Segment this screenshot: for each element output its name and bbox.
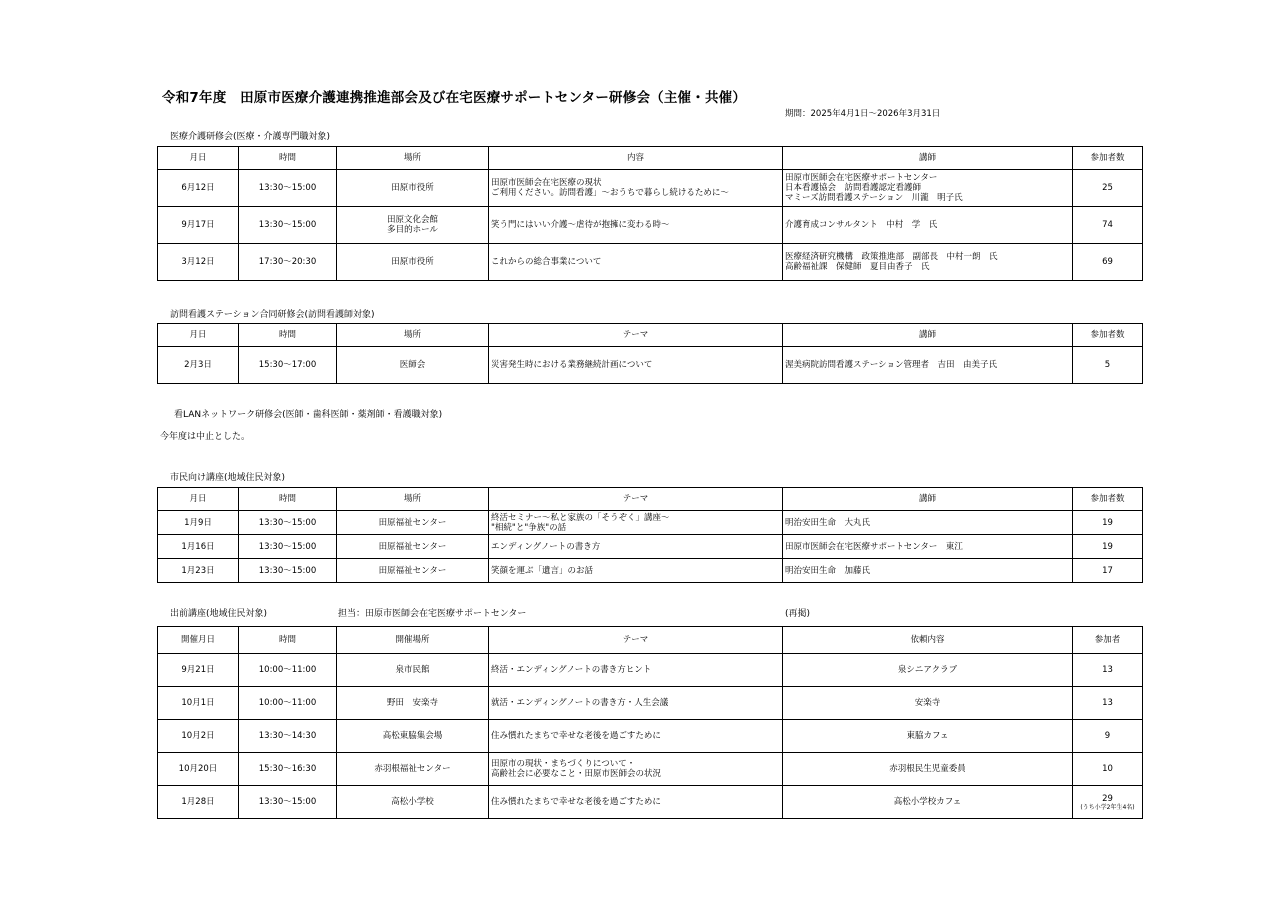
- cell-place-line: 田原市役所: [391, 183, 434, 193]
- cell-place-line: 田原市役所: [391, 257, 434, 267]
- header-time: 時間: [239, 324, 337, 347]
- cell-place: [337, 535, 489, 559]
- table-visiting-nursing-training: [157, 323, 1143, 384]
- cell-content: [489, 654, 783, 687]
- cell-time: 10:00～11:00: [239, 687, 337, 720]
- cell-count: 25: [1073, 170, 1143, 207]
- section-title-lan-network: 看LANネットワーク研修会(医師・歯科医師・薬剤師・看護職対象): [174, 410, 443, 420]
- cell-request: [783, 687, 1073, 720]
- cell-place: [337, 654, 489, 687]
- cell-content-line: 田原市医師会在宅医療の現状: [491, 178, 602, 188]
- cell-content: [489, 786, 783, 819]
- cell-place: [337, 170, 489, 207]
- cell-count-value: 29: [1102, 793, 1113, 804]
- cell-lecturer: [783, 244, 1073, 281]
- table-row: [158, 535, 1143, 559]
- header-place: 開催場所: [337, 627, 489, 654]
- cell-count: 19: [1073, 511, 1143, 535]
- cell-content: [489, 347, 783, 384]
- cell-date: 1月16日: [158, 535, 239, 559]
- cell-place-line: 泉市民館: [395, 665, 430, 675]
- cell-content-line: 高齢社会に必要なこと・田原市医師会の状況: [491, 769, 662, 779]
- header-place: 場所: [337, 488, 489, 511]
- cell-date: 10月20日: [158, 753, 239, 786]
- cell-request-line: 赤羽根民生児童委員: [889, 764, 966, 774]
- cell-place: [337, 244, 489, 281]
- header-place: 場所: [337, 147, 489, 170]
- cell-request: [783, 654, 1073, 687]
- cell-date: 1月9日: [158, 511, 239, 535]
- cell-date: 9月17日: [158, 207, 239, 244]
- cell-time: 13:30～15:00: [239, 559, 337, 583]
- cell-time: 15:30～17:00: [239, 347, 337, 384]
- cell-content: [489, 207, 783, 244]
- cell-lecturer-line: 介護育成コンサルタント 中村 学 氏: [785, 220, 938, 230]
- section-title-outreach: 出前講座(地域住民対象): [170, 609, 268, 619]
- cell-lecturer: [783, 511, 1073, 535]
- cell-count: 5: [1073, 347, 1143, 384]
- cell-content-line: 笑顔を運ぶ「遺言」のお話: [491, 565, 594, 576]
- cell-place-line: 田原福祉センター: [378, 565, 447, 576]
- cell-place-line: 高松東脇集会場: [382, 731, 443, 741]
- cell-count: 10: [1073, 753, 1143, 786]
- cell-lecturer-line: 明治安田生命 加藤氏: [785, 565, 871, 576]
- cell-lecturer-line: 医療経済研究機構 政策推進部 副部長 中村一朗 氏: [785, 252, 998, 262]
- cell-content: [489, 753, 783, 786]
- outreach-organizer: 担当：田原市医師会在宅医療サポートセンター: [338, 609, 527, 619]
- cell-request: [783, 720, 1073, 753]
- cell-place: [337, 786, 489, 819]
- cell-request: [783, 753, 1073, 786]
- cell-content: [489, 511, 783, 535]
- cell-content: [489, 687, 783, 720]
- cell-content: [489, 559, 783, 583]
- table-row: [158, 654, 1143, 687]
- cell-place-line: 野田 安楽寺: [386, 698, 438, 708]
- cell-place: [337, 559, 489, 583]
- cell-place-line: 赤羽根福祉センター: [374, 764, 451, 774]
- cell-place: [337, 720, 489, 753]
- cell-lecturer: [783, 347, 1073, 384]
- table-row: [158, 207, 1143, 244]
- cell-lecturer: [783, 559, 1073, 583]
- cell-count: 9: [1073, 720, 1143, 753]
- cell-content-line: ご利用ください。訪問看護」～おうちで暮らし続けるために～: [491, 188, 729, 198]
- table-row: [158, 786, 1143, 819]
- header-lecturer: 講師: [783, 488, 1073, 511]
- table-row: [158, 753, 1143, 786]
- cell-date: 1月28日: [158, 786, 239, 819]
- cell-lecturer-line: 田原市医師会在宅医療サポートセンター 東江: [785, 541, 963, 552]
- document-title: 令和7年度 田原市医療介護連携推進部会及び在宅医療サポートセンター研修会（主催・共催）: [162, 90, 747, 106]
- header-count: 参加者数: [1073, 488, 1143, 511]
- header-time: 時間: [239, 147, 337, 170]
- cell-request-line: 高松小学校カフェ: [893, 797, 962, 807]
- cell-place-line: 医師会: [399, 360, 426, 370]
- header-date: 月日: [158, 488, 239, 511]
- cell-time: 13:30～15:00: [239, 207, 337, 244]
- table-row: [158, 347, 1143, 384]
- header-theme: テーマ: [489, 324, 783, 347]
- header-count: 参加者数: [1073, 147, 1143, 170]
- cell-time: 13:30～15:00: [239, 511, 337, 535]
- cell-count: 69: [1073, 244, 1143, 281]
- cell-content-line: 終活セミナー～私と家族の「そうぞく」講座～: [491, 512, 670, 523]
- cell-date: 10月1日: [158, 687, 239, 720]
- cell-content-line: エンディングノートの書き方: [491, 541, 601, 552]
- table-medical-care-training: [157, 146, 1143, 281]
- cell-place: [337, 687, 489, 720]
- header-date: 月日: [158, 324, 239, 347]
- cell-place-line: 高松小学校: [391, 797, 434, 807]
- cell-place-line: 多目的ホール: [387, 225, 438, 235]
- header-date: 開催月日: [158, 627, 239, 654]
- cell-request-line: 安楽寺: [914, 698, 941, 708]
- table-citizen-lectures: [157, 487, 1143, 583]
- cell-lecturer-line: マミーズ訪問看護ステーション 川瀧 明子氏: [785, 193, 963, 203]
- cell-lecturer-line: 田原市医師会在宅医療サポートセンター: [785, 173, 938, 183]
- cell-date: 2月3日: [158, 347, 239, 384]
- cell-content: [489, 535, 783, 559]
- cell-lecturer-line: 渥美病院訪問看護ステーション管理者 吉田 由美子氏: [785, 360, 997, 370]
- table-row: [158, 559, 1143, 583]
- cell-content: [489, 720, 783, 753]
- cell-date: 10月2日: [158, 720, 239, 753]
- cell-count-note: (うち小学2年生4名): [1080, 803, 1135, 811]
- cell-content-line: 終活・エンディングノートの書き方ヒント: [491, 665, 652, 675]
- cell-place: [337, 347, 489, 384]
- cell-place-line: 田原福祉センター: [378, 541, 447, 552]
- cell-content-line: 笑う門にはいい介護～虐待が抱擁に変わる時～: [491, 220, 670, 230]
- cancellation-note: 今年度は中止とした。: [160, 432, 251, 442]
- cell-content-line: 田原市の現状・まちづくりについて・: [491, 759, 636, 769]
- table-row: [158, 720, 1143, 753]
- table-outreach-lectures: [157, 626, 1143, 819]
- section-title-citizen-lectures: 市民向け講座(地域住民対象): [170, 473, 286, 483]
- cell-lecturer-line: 日本看護協会 訪問看護認定看護師: [785, 183, 922, 193]
- cell-count: 74: [1073, 207, 1143, 244]
- cell-date: 3月12日: [158, 244, 239, 281]
- period-text: 期間：2025年4月1日～2026年3月31日: [785, 109, 941, 119]
- cell-lecturer: [783, 535, 1073, 559]
- cell-count: 13: [1073, 687, 1143, 720]
- header-lecturer: 講師: [783, 324, 1073, 347]
- cell-request: [783, 786, 1073, 819]
- cell-time: 10:00～11:00: [239, 654, 337, 687]
- cell-time: 15:30～16:30: [239, 753, 337, 786]
- cell-lecturer-line: 明治安田生命 大丸氏: [785, 517, 871, 528]
- header-theme: テーマ: [489, 488, 783, 511]
- cell-date: 9月21日: [158, 654, 239, 687]
- table-row: [158, 170, 1143, 207]
- header-request: 依頼内容: [783, 627, 1073, 654]
- header-date: 月日: [158, 147, 239, 170]
- cell-count: 13: [1073, 654, 1143, 687]
- header-place: 場所: [337, 324, 489, 347]
- cell-time: 17:30～20:30: [239, 244, 337, 281]
- table-row: [158, 244, 1143, 281]
- cell-place: [337, 511, 489, 535]
- header-theme: テーマ: [489, 627, 783, 654]
- header-count: 参加者: [1073, 627, 1143, 654]
- cell-content-line: 住み慣れたまちで幸せな老後を過ごすために: [491, 797, 661, 807]
- section-title-visiting-nursing: 訪問看護ステーション合同研修会(訪問看護師対象): [170, 310, 375, 320]
- cell-content-line: 災害発生時における業務継続計画について: [491, 360, 653, 370]
- cell-place-line: 田原文化会館: [386, 215, 438, 225]
- cell-content: [489, 170, 783, 207]
- cell-time: 13:30～15:00: [239, 786, 337, 819]
- cell-count: 19: [1073, 535, 1143, 559]
- cell-request-line: 東脇カフェ: [906, 731, 949, 741]
- cell-content: [489, 244, 783, 281]
- cell-place: [337, 207, 489, 244]
- cell-place-line: 田原福祉センター: [378, 517, 447, 528]
- header-count: 参加者数: [1073, 324, 1143, 347]
- cell-time: 13:30～15:00: [239, 170, 337, 207]
- cell-content-line: これからの総合事業について: [491, 257, 602, 267]
- cell-place: [337, 753, 489, 786]
- cell-content-line: 住み慣れたまちで幸せな老後を過ごすために: [491, 731, 661, 741]
- repost-label: (再掲): [785, 609, 811, 619]
- header-lecturer: 講師: [783, 147, 1073, 170]
- cell-content-line: 就活・エンディングノートの書き方・人生会議: [491, 698, 669, 708]
- cell-count: [1073, 786, 1143, 819]
- header-time: 時間: [239, 627, 337, 654]
- cell-time: 13:30～15:00: [239, 535, 337, 559]
- cell-content-line: "相続"と"争族"の話: [491, 522, 567, 533]
- cell-date: 1月23日: [158, 559, 239, 583]
- table-row: [158, 511, 1143, 535]
- table-row: [158, 687, 1143, 720]
- header-time: 時間: [239, 488, 337, 511]
- cell-request-line: 泉シニアクラブ: [897, 665, 958, 675]
- cell-lecturer: [783, 170, 1073, 207]
- section-title-medical-care: 医療介護研修会(医療・介護専門職対象): [170, 132, 331, 142]
- cell-time: 13:30～14:30: [239, 720, 337, 753]
- cell-lecturer-line: 高齢福祉課 保健師 夏目由香子 氏: [785, 262, 930, 272]
- cell-date: 6月12日: [158, 170, 239, 207]
- cell-lecturer: [783, 207, 1073, 244]
- cell-count: 17: [1073, 559, 1143, 583]
- header-content: 内容: [489, 147, 783, 170]
